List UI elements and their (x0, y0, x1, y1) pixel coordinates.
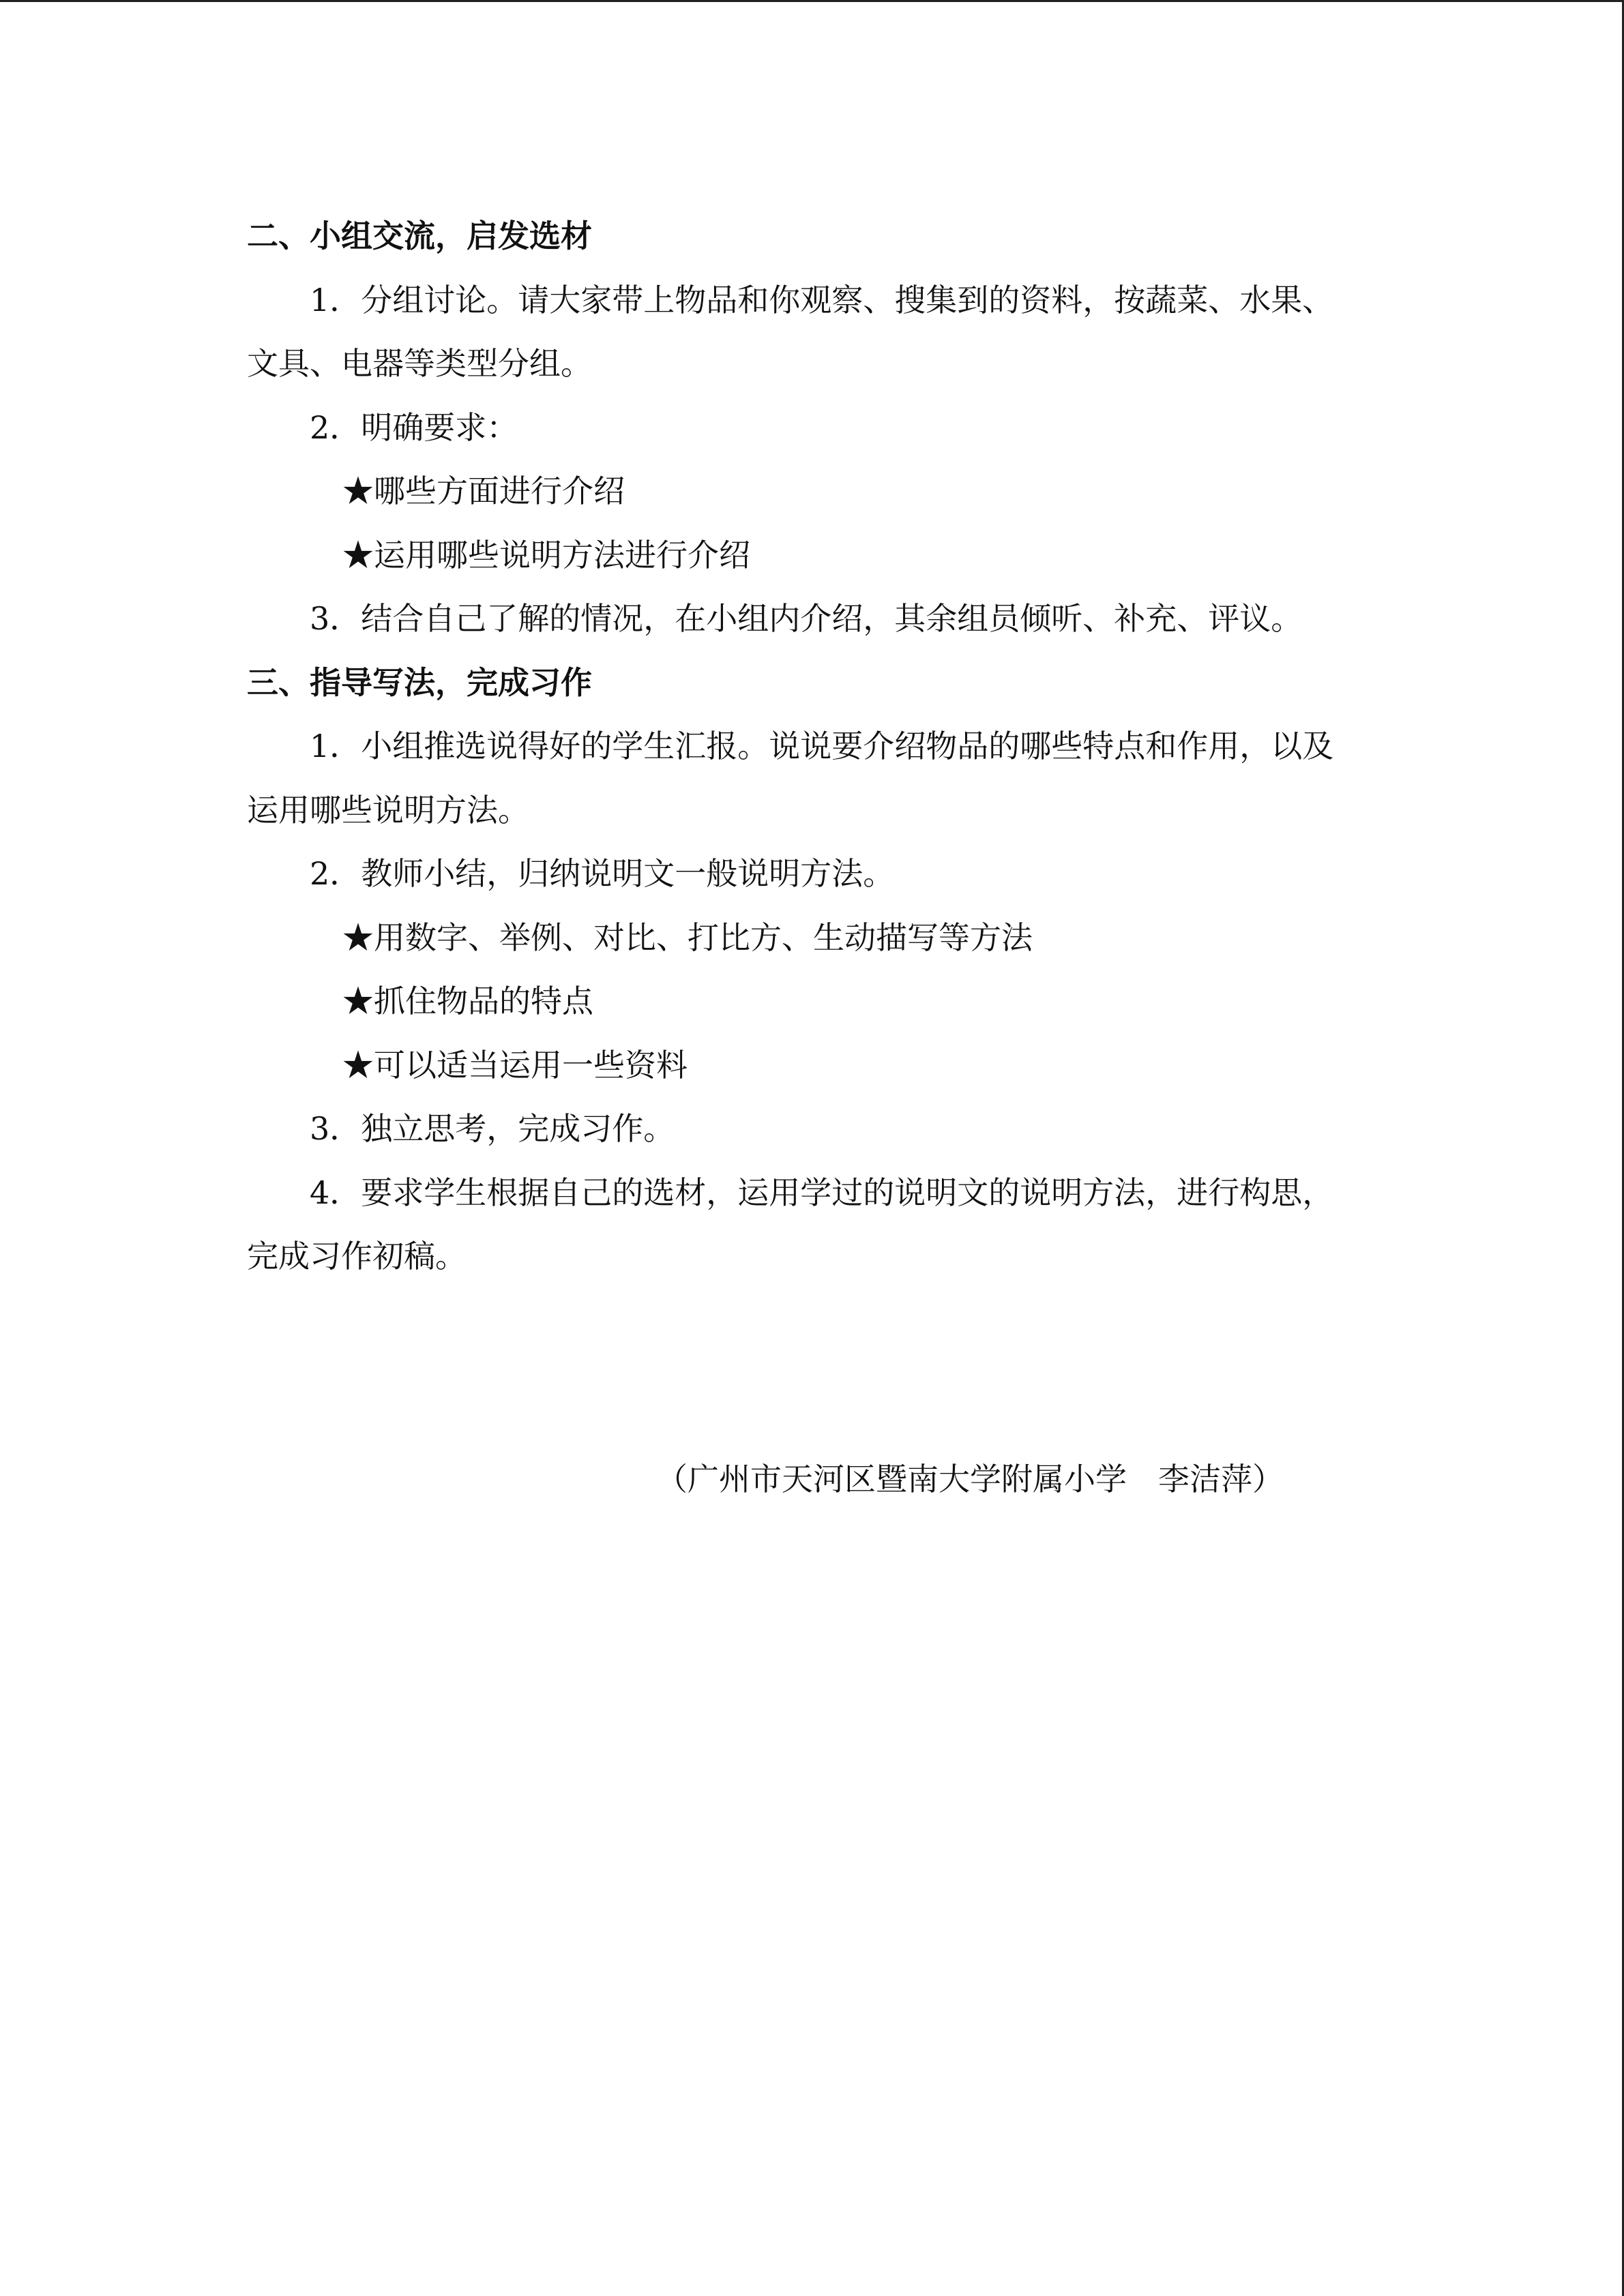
section-two-item-2: 2．明确要求： (310, 408, 518, 446)
section-two-heading: 二、小组交流，启发选材 (247, 218, 592, 254)
section-three-item-2: 2．教师小结，归纳说明文一般说明方法。 (310, 855, 895, 892)
document-page (247, 205, 1379, 1542)
page-top-border (0, 0, 1624, 2)
section-two-item-1-line-2: 文具、电器等类型分组。 (247, 345, 592, 382)
spacer (247, 1352, 1379, 1416)
section-three-item-1-line-1: 1．小组推选说得好的学生汇报。说说要介绍物品的哪些特点和作用，以及 (310, 728, 1334, 764)
section-three-item-4-line-1: 4．要求学生根据自己的选材，运用学过的说明文的说明方法，进行构思， (310, 1174, 1334, 1211)
section-three-bullet-3: ★可以适当运用一些资料 (342, 1046, 688, 1084)
section-two-bullet-1: ★哪些方面进行介绍 (342, 473, 625, 509)
section-three-heading: 三、指导写法，完成习作 (247, 664, 592, 701)
section-three-bullet-2: ★抓住物品的特点 (342, 983, 593, 1019)
section-three-item-3: 3．独立思考，完成习作。 (310, 1110, 675, 1147)
section-two-bullet-2: ★运用哪些说明方法进行介绍 (342, 536, 750, 573)
section-three-item-4-line-2: 完成习作初稿。 (247, 1238, 467, 1274)
spacer (247, 1289, 1379, 1353)
section-three-bullet-1: ★用数字、举例、对比、打比方、生动描写等方法 (342, 919, 1033, 956)
author-signature: （广州市天河区暨南大学附属小学 李洁萍） (656, 1460, 1284, 1497)
section-two-item-1-line-1: 1．分组讨论。请大家带上物品和你观察、搜集到的资料，按蔬菜、水果、 (310, 281, 1334, 318)
section-three-item-1-line-2: 运用哪些说明方法。 (247, 791, 529, 829)
section-two-item-3: 3．结合自己了解的情况，在小组内介绍，其余组员倾听、补充、评议。 (310, 600, 1303, 637)
